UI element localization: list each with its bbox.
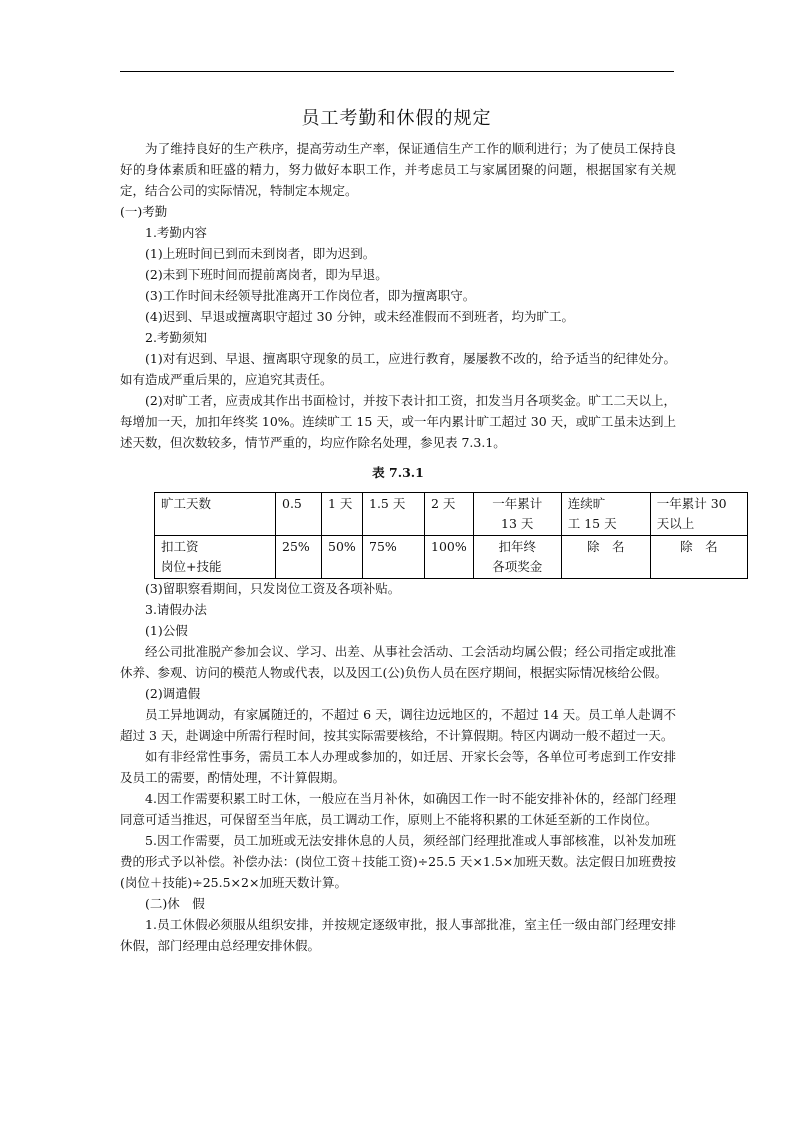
table-cell: 75% xyxy=(363,536,425,579)
document-body-continued xyxy=(120,578,676,956)
document-body xyxy=(120,138,676,483)
table-cell: 连续旷 工 15 天 xyxy=(561,493,650,536)
section-heading-attendance: (一)考勤 xyxy=(120,204,168,219)
table-cell: 1.5 天 xyxy=(363,493,425,536)
table-caption: 表 7.3.1 xyxy=(372,465,424,480)
table-cell: 扣年终 各项奖金 xyxy=(473,536,561,579)
table-cell: 除 名 xyxy=(561,536,650,579)
table-cell: 2 天 xyxy=(425,493,474,536)
paragraph: 1.员工休假必须服从组织安排，并按规定逐级审批，报人事部批准，室主任一级由部门经理安排休假，部门经理由总经理安排休假。 xyxy=(120,917,676,953)
header-rule xyxy=(120,71,674,72)
subheading-attendance-notes: 2.考勤须知 xyxy=(145,330,207,345)
paragraph: 员工异地调动，有家属随迁的，不超过 6 天，调往边远地区的，不超过 14 天。员工单人赴调不超过 3 天，赴调途中所需行程时间，按其实际需要核给，不计算假期。特区内调动一般不超过一天。 xyxy=(120,707,676,743)
list-item: (4)迟到、早退或擅离职守超过 30 分钟，或未经准假而不到班者，均为旷工。 xyxy=(145,309,575,324)
paragraph: 5.因工作需要，员工加班或无法安排休息的人员，须经部门经理批准或人事部核准，以补发加班费的形式予以补偿。补偿办法：(岗位工资＋技能工资)÷25.5 天×1.5×加班天数。法定假日加班费按(岗位＋技能)÷25.5×2×加班天数计算。 xyxy=(120,833,676,890)
paragraph: (3)留职察看期间，只发岗位工资及各项补贴。 xyxy=(145,581,401,596)
paragraph: 4.因工作需要积累工时工休，一般应在当月补休，如确因工作一时不能安排补休的，经部门经理同意可适当推迟，可保留至当年底，员工调动工作，原则上不能将积累的工休延至新的工作岗位。 xyxy=(120,791,676,827)
table-cell: 1 天 xyxy=(322,493,363,536)
table-cell: 0.5 xyxy=(276,493,322,536)
table-cell: 25% xyxy=(276,536,322,579)
list-item: (2)未到下班时间而提前离岗者，即为早退。 xyxy=(145,267,388,282)
absence-deduction-table xyxy=(154,492,748,579)
table-cell: 旷工天数 xyxy=(155,493,276,536)
table-cell: 一年累计 30 天以上 xyxy=(650,493,747,536)
table-cell: 50% xyxy=(322,536,363,579)
subheading-leave-procedure: 3.请假办法 xyxy=(145,602,207,617)
table-row xyxy=(155,536,748,579)
table-cell: 一年累计 13 天 xyxy=(473,493,561,536)
intro-paragraph: 为了维持良好的生产秩序，提高劳动生产率，保证通信生产工作的顺利进行；为了使员工保持良好的身体素质和旺盛的精力，努力做好本职工作，并考虑员工与家属团聚的问题，根据国家有关规定，结合公司的实际情况，特制定本规定。 xyxy=(120,141,676,198)
paragraph: 如有非经常性事务，需员工本人办理或参加的，如迁居、开家长会等，各单位可考虑到工作安排及员工的需要，酌情处理，不计算假期。 xyxy=(120,749,676,785)
paragraph: (1)对有迟到、早退、擅离职守现象的员工，应进行教育，屡屡教不改的，给予适当的纪律处分。如有造成严重后果的，应追究其责任。 xyxy=(120,351,676,387)
paragraph: 经公司批准脱产参加会议、学习、出差、从事社会活动、工会活动均属公假；经公司指定或批准休养、参观、访问的模范人物或代表，以及因工(公)负伤人员在医疗期间，根据实际情况核给公假。 xyxy=(120,644,676,680)
document-title: 员工考勤和休假的规定 xyxy=(301,108,492,129)
table-cell: 扣工资 岗位+技能 xyxy=(155,536,276,579)
list-item: (3)工作时间未经领导批准离开工作岗位者，即为擅离职守。 xyxy=(145,288,476,303)
table-cell: 除 名 xyxy=(650,536,747,579)
section-heading-vacation: (二)休 假 xyxy=(145,896,205,911)
table-row xyxy=(155,493,748,536)
paragraph: (2)对旷工者，应责成其作出书面检讨，并按下表计扣工资，扣发当月各项奖金。旷工二天以上，每增加一天，加扣年终奖 10%。连续旷工 15 天，或一年内累计旷工超过 30 天，或旷工虽未达到上述天数，但次数较多，情节严重的，均应作除名处理，参见表 7.3.1。 xyxy=(120,393,676,450)
subheading-attendance-content: 1.考勤内容 xyxy=(145,225,207,240)
subheading-public-leave: (1)公假 xyxy=(145,623,188,638)
subheading-transfer-leave: (2)调遣假 xyxy=(145,686,201,701)
table-cell: 100% xyxy=(425,536,474,579)
list-item: (1)上班时间已到而未到岗者，即为迟到。 xyxy=(145,246,376,261)
